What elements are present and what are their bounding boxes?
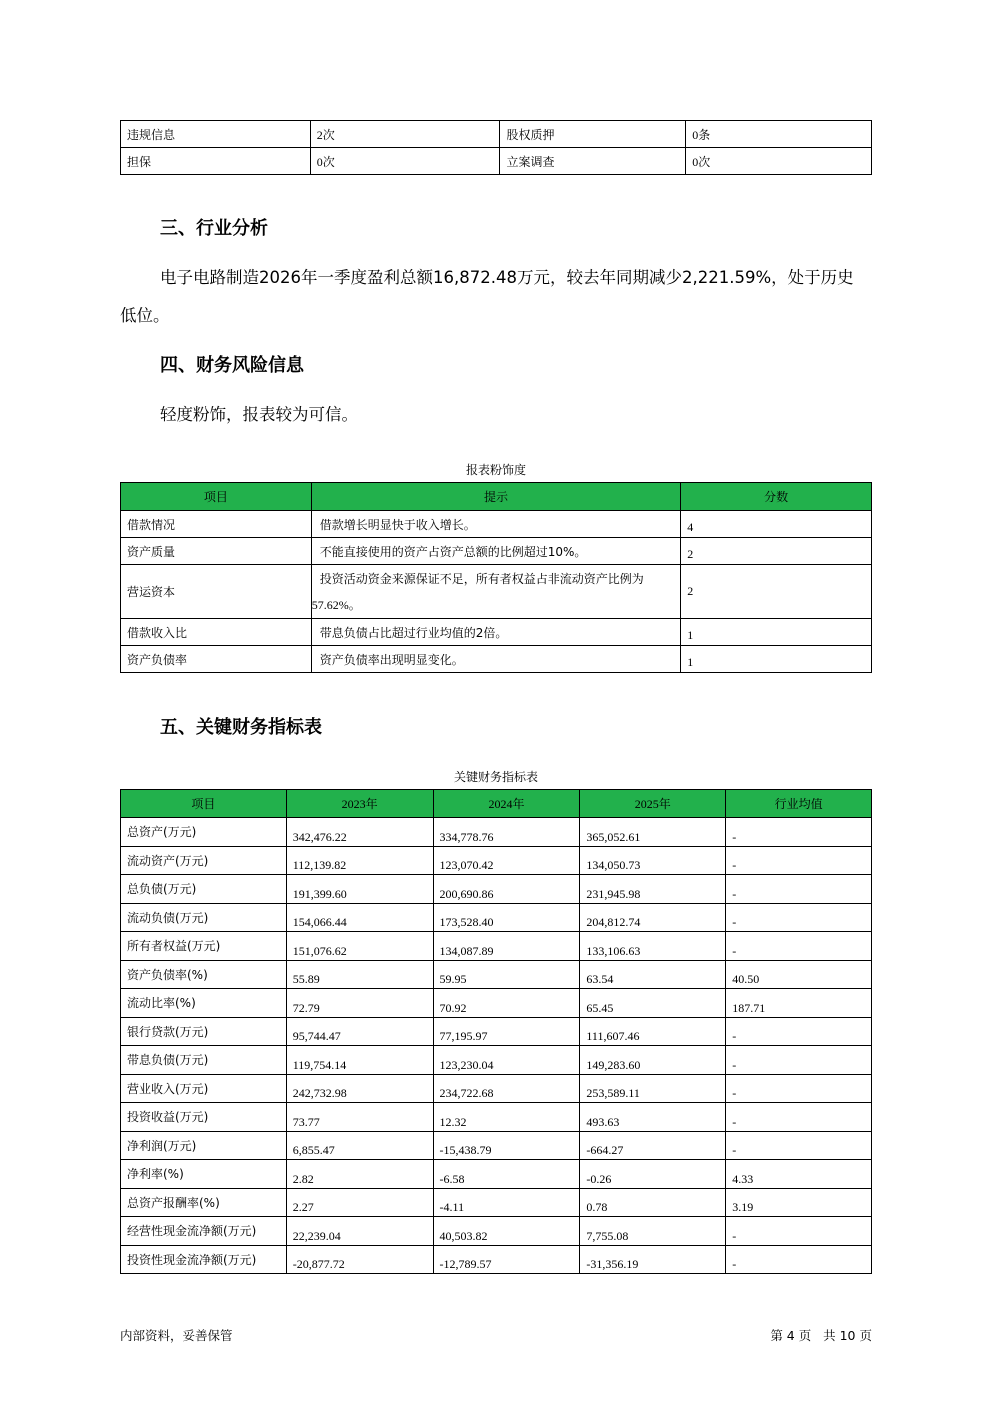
value-cell: 70.92 — [433, 989, 580, 1018]
value-cell: 7,755.08 — [580, 1217, 726, 1246]
industry-paragraph-line2: 低位。 — [120, 306, 170, 325]
table-cell: 0次 — [310, 148, 500, 175]
value-cell: 59.95 — [433, 960, 580, 989]
table-row — [121, 511, 872, 538]
hint-cell: 不能直接使用的资产占资产总额的比例超过10%。 — [311, 538, 681, 565]
value-cell: 123,070.42 — [433, 846, 580, 875]
column-header: 提示 — [311, 483, 681, 511]
value-cell: 55.89 — [286, 960, 433, 989]
table-row — [121, 121, 872, 148]
hint-cell — [311, 565, 681, 619]
table-row — [121, 903, 872, 932]
indicator-name-cell: 总资产报酬率(%) — [121, 1188, 287, 1217]
footer-page-number: 第 4 页 共 10 页 — [770, 1328, 872, 1343]
table-row — [121, 565, 872, 619]
column-header: 2023年 — [286, 790, 433, 818]
value-cell: -12,789.57 — [433, 1245, 580, 1274]
cosmetic-degree-table — [120, 482, 872, 673]
value-cell: 204,812.74 — [580, 903, 726, 932]
table-row — [121, 846, 872, 875]
table-row — [121, 818, 872, 847]
indicator-name-cell: 流动负债(万元) — [121, 903, 287, 932]
table-row — [121, 989, 872, 1018]
item-cell: 借款情况 — [121, 511, 312, 538]
table-cell: 担保 — [121, 148, 311, 175]
footer-confidential-note: 内部资料，妥善保管 — [120, 1328, 233, 1343]
indicator-name-cell: 总负债(万元) — [121, 875, 287, 904]
value-cell: 154,066.44 — [286, 903, 433, 932]
value-cell: -4.11 — [433, 1188, 580, 1217]
value-cell: 95,744.47 — [286, 1017, 433, 1046]
table-row — [121, 148, 872, 175]
value-cell: - — [726, 846, 872, 875]
value-cell: 334,778.76 — [433, 818, 580, 847]
value-cell: 0.78 — [580, 1188, 726, 1217]
indicator-name-cell: 净利润(万元) — [121, 1131, 287, 1160]
cosmetic-table-caption: 报表粉饰度 — [465, 463, 526, 477]
value-cell: - — [726, 1245, 872, 1274]
value-cell: - — [726, 1046, 872, 1075]
table-cell: 0条 — [686, 121, 872, 148]
value-cell: 4.33 — [726, 1160, 872, 1189]
value-cell: 72.79 — [286, 989, 433, 1018]
table-row — [121, 1160, 872, 1189]
value-cell: 253,589.11 — [580, 1074, 726, 1103]
indicator-name-cell: 带息负债(万元) — [121, 1046, 287, 1075]
value-cell: 77,195.97 — [433, 1017, 580, 1046]
value-cell: 242,732.98 — [286, 1074, 433, 1103]
table-row — [121, 1217, 872, 1246]
table-header-row — [121, 790, 872, 818]
hint-cell: 借款增长明显快于收入增长。 — [311, 511, 681, 538]
value-cell: 342,476.22 — [286, 818, 433, 847]
table-row — [121, 1046, 872, 1075]
table-header-row — [121, 483, 872, 511]
table-row — [121, 619, 872, 646]
section-heading-industry: 三、行业分析 — [160, 218, 268, 239]
indicator-name-cell: 流动资产(万元) — [121, 846, 287, 875]
value-cell: - — [726, 1074, 872, 1103]
value-cell: 12.32 — [433, 1103, 580, 1132]
key-financial-indicators-table — [120, 789, 872, 1274]
hint-line: 投资活动资金来源保证不足，所有者权益占非流动资产比例为 — [319, 571, 644, 586]
value-cell: - — [726, 1017, 872, 1046]
item-cell: 借款收入比 — [121, 619, 312, 646]
value-cell: - — [726, 903, 872, 932]
indicator-name-cell: 经营性现金流净额(万元) — [121, 1217, 287, 1246]
value-cell: 134,087.89 — [433, 932, 580, 961]
value-cell: 119,754.14 — [286, 1046, 433, 1075]
value-cell: 151,076.62 — [286, 932, 433, 961]
table-row — [121, 932, 872, 961]
table-row — [121, 1103, 872, 1132]
value-cell: 493.63 — [580, 1103, 726, 1132]
value-cell: - — [726, 1131, 872, 1160]
value-cell: -20,877.72 — [286, 1245, 433, 1274]
value-cell: 234,722.68 — [433, 1074, 580, 1103]
indicator-name-cell: 资产负债率(%) — [121, 960, 287, 989]
value-cell: 2.82 — [286, 1160, 433, 1189]
section-heading-key-indicators: 五、关键财务指标表 — [160, 717, 322, 738]
fin-table-caption: 关键财务指标表 — [453, 770, 538, 784]
value-cell: 6,855.47 — [286, 1131, 433, 1160]
table-cell: 违规信息 — [121, 121, 311, 148]
value-cell: -15,438.79 — [433, 1131, 580, 1160]
value-cell: 200,690.86 — [433, 875, 580, 904]
hint-line: 57.62%。 — [311, 597, 361, 612]
column-header: 项目 — [121, 790, 287, 818]
hint-cell: 资产负债率出现明显变化。 — [311, 646, 681, 673]
value-cell: - — [726, 1103, 872, 1132]
table-cell: 股权质押 — [500, 121, 686, 148]
value-cell: 112,139.82 — [286, 846, 433, 875]
value-cell: 231,945.98 — [580, 875, 726, 904]
value-cell: 73.77 — [286, 1103, 433, 1132]
indicator-name-cell: 投资性现金流净额(万元) — [121, 1245, 287, 1274]
value-cell: 173,528.40 — [433, 903, 580, 932]
indicator-name-cell: 所有者权益(万元) — [121, 932, 287, 961]
table-row — [121, 960, 872, 989]
value-cell: 149,283.60 — [580, 1046, 726, 1075]
financial-risk-paragraph: 轻度粉饰，报表较为可信。 — [160, 405, 358, 424]
table-row — [121, 538, 872, 565]
column-header: 2024年 — [433, 790, 580, 818]
value-cell: - — [726, 1217, 872, 1246]
value-cell: -31,356.19 — [580, 1245, 726, 1274]
score-cell: 2 — [681, 565, 872, 619]
table-row — [121, 1188, 872, 1217]
value-cell: 40,503.82 — [433, 1217, 580, 1246]
value-cell: - — [726, 932, 872, 961]
value-cell: - — [726, 875, 872, 904]
value-cell: 134,050.73 — [580, 846, 726, 875]
indicator-name-cell: 投资收益(万元) — [121, 1103, 287, 1132]
table-cell: 0次 — [686, 148, 872, 175]
score-cell: 4 — [681, 511, 872, 538]
indicator-name-cell: 净利率(%) — [121, 1160, 287, 1189]
column-header: 行业均值 — [726, 790, 872, 818]
score-cell: 1 — [681, 646, 872, 673]
value-cell: -664.27 — [580, 1131, 726, 1160]
table-row — [121, 875, 872, 904]
industry-paragraph-line1: 电子电路制造2026年一季度盈利总额16,872.48万元，较去年同期减少2,221.59%，处于历史 — [160, 268, 854, 287]
section-heading-financial-risk: 四、财务风险信息 — [160, 355, 304, 376]
column-header: 2025年 — [580, 790, 726, 818]
score-cell: 2 — [681, 538, 872, 565]
value-cell: 40.50 — [726, 960, 872, 989]
value-cell: 123,230.04 — [433, 1046, 580, 1075]
value-cell: 2.27 — [286, 1188, 433, 1217]
value-cell: 191,399.60 — [286, 875, 433, 904]
indicator-name-cell: 总资产(万元) — [121, 818, 287, 847]
table-row — [121, 1131, 872, 1160]
score-cell: 1 — [681, 619, 872, 646]
value-cell: 111,607.46 — [580, 1017, 726, 1046]
item-cell: 资产质量 — [121, 538, 312, 565]
table-cell: 2次 — [310, 121, 500, 148]
value-cell: 3.19 — [726, 1188, 872, 1217]
column-header: 项目 — [121, 483, 312, 511]
value-cell: 187.71 — [726, 989, 872, 1018]
value-cell: -0.26 — [580, 1160, 726, 1189]
value-cell: 63.54 — [580, 960, 726, 989]
item-cell: 营运资本 — [121, 565, 312, 619]
item-cell: 资产负债率 — [121, 646, 312, 673]
table-row — [121, 646, 872, 673]
value-cell: 65.45 — [580, 989, 726, 1018]
table-cell: 立案调查 — [500, 148, 686, 175]
value-cell: 133,106.63 — [580, 932, 726, 961]
table-row — [121, 1017, 872, 1046]
indicator-name-cell: 流动比率(%) — [121, 989, 287, 1018]
value-cell: - — [726, 818, 872, 847]
indicator-name-cell: 营业收入(万元) — [121, 1074, 287, 1103]
value-cell: 22,239.04 — [286, 1217, 433, 1246]
risk-summary-table — [120, 120, 872, 175]
table-row — [121, 1245, 872, 1274]
indicator-name-cell: 银行贷款(万元) — [121, 1017, 287, 1046]
hint-cell: 带息负债占比超过行业均值的2倍。 — [311, 619, 681, 646]
table-row — [121, 1074, 872, 1103]
column-header: 分数 — [681, 483, 872, 511]
value-cell: 365,052.61 — [580, 818, 726, 847]
value-cell: -6.58 — [433, 1160, 580, 1189]
